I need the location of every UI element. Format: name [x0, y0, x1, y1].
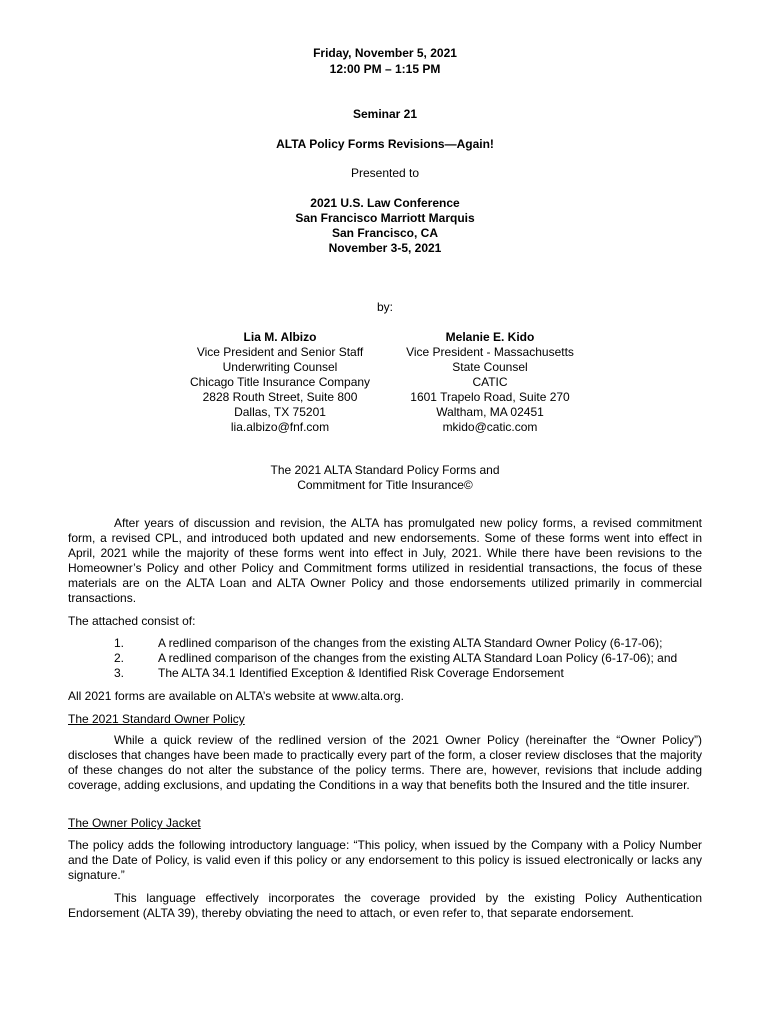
- list-text: A redlined comparison of the changes from the existing ALTA Standard Owner Policy (6-17-06);: [158, 636, 663, 650]
- section-heading-jacket: The Owner Policy Jacket: [68, 816, 201, 830]
- list-number: 1.: [114, 636, 125, 650]
- seminar-title: ALTA Policy Forms Revisions—Again!: [276, 137, 494, 151]
- by-label: by:: [376, 300, 393, 314]
- presenter-address: 1601 Trapelo Road, Suite 270: [410, 390, 570, 404]
- presenter-company: CATIC: [472, 375, 508, 389]
- presented-to: Presented to: [350, 166, 420, 180]
- conference-name: 2021 U.S. Law Conference: [310, 196, 460, 210]
- presenter-left: [160, 330, 400, 435]
- presenter-title-line1: Vice President and Senior Staff: [196, 345, 364, 359]
- presenter-email: lia.albizo@fnf.com: [230, 420, 330, 434]
- presenter-name: Lia M. Albizo: [243, 330, 317, 344]
- availability-note: All 2021 forms are available on ALTA’s website at www.alta.org.: [68, 689, 404, 703]
- intro-paragraph: After years of discussion and revision, the ALTA has promulgated new policy forms, a revised commitment form, a revised CPL, and introduced both updated and new endorsements. Some of these forms went into effect in April, 2021 while the majority of these forms went into effect in July, 2021. While there have been revisions to the Homeowner’s Policy and other Policy and Commitment forms utilized in residential transactions, the focus of these materials are on the ALTA Loan and ALTA Owner Policy and those endorsements utilized primarily in commercial transactions.: [68, 516, 702, 605]
- section-heading-owner-policy: The 2021 Standard Owner Policy: [68, 712, 245, 726]
- list-number: 2.: [114, 651, 125, 665]
- document-title-line2: Commitment for Title Insurance©: [297, 478, 473, 492]
- document-title-line1: The 2021 ALTA Standard Policy Forms and: [270, 463, 500, 477]
- owner-policy-paragraph: While a quick review of the redlined version of the 2021 Owner Policy (hereinafter the “Owner Policy”) discloses that changes have been made to practically every part of the form, a closer review discloses that the majority of these changes do not alter the substance of the policy terms. There are, however, revisions that include adding coverage, adding exclusions, and updating the Conditions in a way that benefits both the Insured and the title insurer.: [68, 733, 702, 792]
- conference-dates: November 3-5, 2021: [328, 241, 442, 255]
- presenter-address: 2828 Routh Street, Suite 800: [202, 390, 358, 404]
- presenter-title-line2: State Counsel: [452, 360, 528, 374]
- presenter-city: Dallas, TX 75201: [234, 405, 326, 419]
- list-text: The ALTA 34.1 Identified Exception & Identified Risk Coverage Endorsement: [158, 666, 564, 680]
- presenter-name: Melanie E. Kido: [445, 330, 535, 344]
- presenter-right: [370, 330, 610, 435]
- list-text: A redlined comparison of the changes from the existing ALTA Standard Loan Policy (6-17-06); and: [158, 651, 678, 665]
- seminar-number: Seminar 21: [352, 107, 418, 121]
- attached-intro: The attached consist of:: [68, 614, 196, 628]
- conference-city: San Francisco, CA: [331, 226, 439, 240]
- presenter-title-line2: Underwriting Counsel: [222, 360, 338, 374]
- jacket-paragraph: The policy adds the following introductory language: “This policy, when issued by the Company with a Policy Number and the Date of Policy, is valid even if this policy or any endorsement to this policy is issued electronically or lacks any signature.”: [68, 838, 702, 882]
- presenter-email: mkido@catic.com: [442, 420, 538, 434]
- presenter-title-line1: Vice President - Massachusetts: [406, 345, 574, 359]
- presenter-city: Waltham, MA 02451: [436, 405, 544, 419]
- list-number: 3.: [114, 666, 125, 680]
- conference-venue: San Francisco Marriott Marquis: [295, 211, 475, 225]
- presenter-company: Chicago Title Insurance Company: [189, 375, 371, 389]
- jacket-paragraph-2: This language effectively incorporates the coverage provided by the existing Policy Authentication Endorsement (ALTA 39), thereby obviating the need to attach, or even refer to, that separate endorsement.: [68, 891, 702, 920]
- seminar-time: 12:00 PM – 1:15 PM: [329, 62, 441, 76]
- seminar-date: Friday, November 5, 2021: [313, 46, 457, 60]
